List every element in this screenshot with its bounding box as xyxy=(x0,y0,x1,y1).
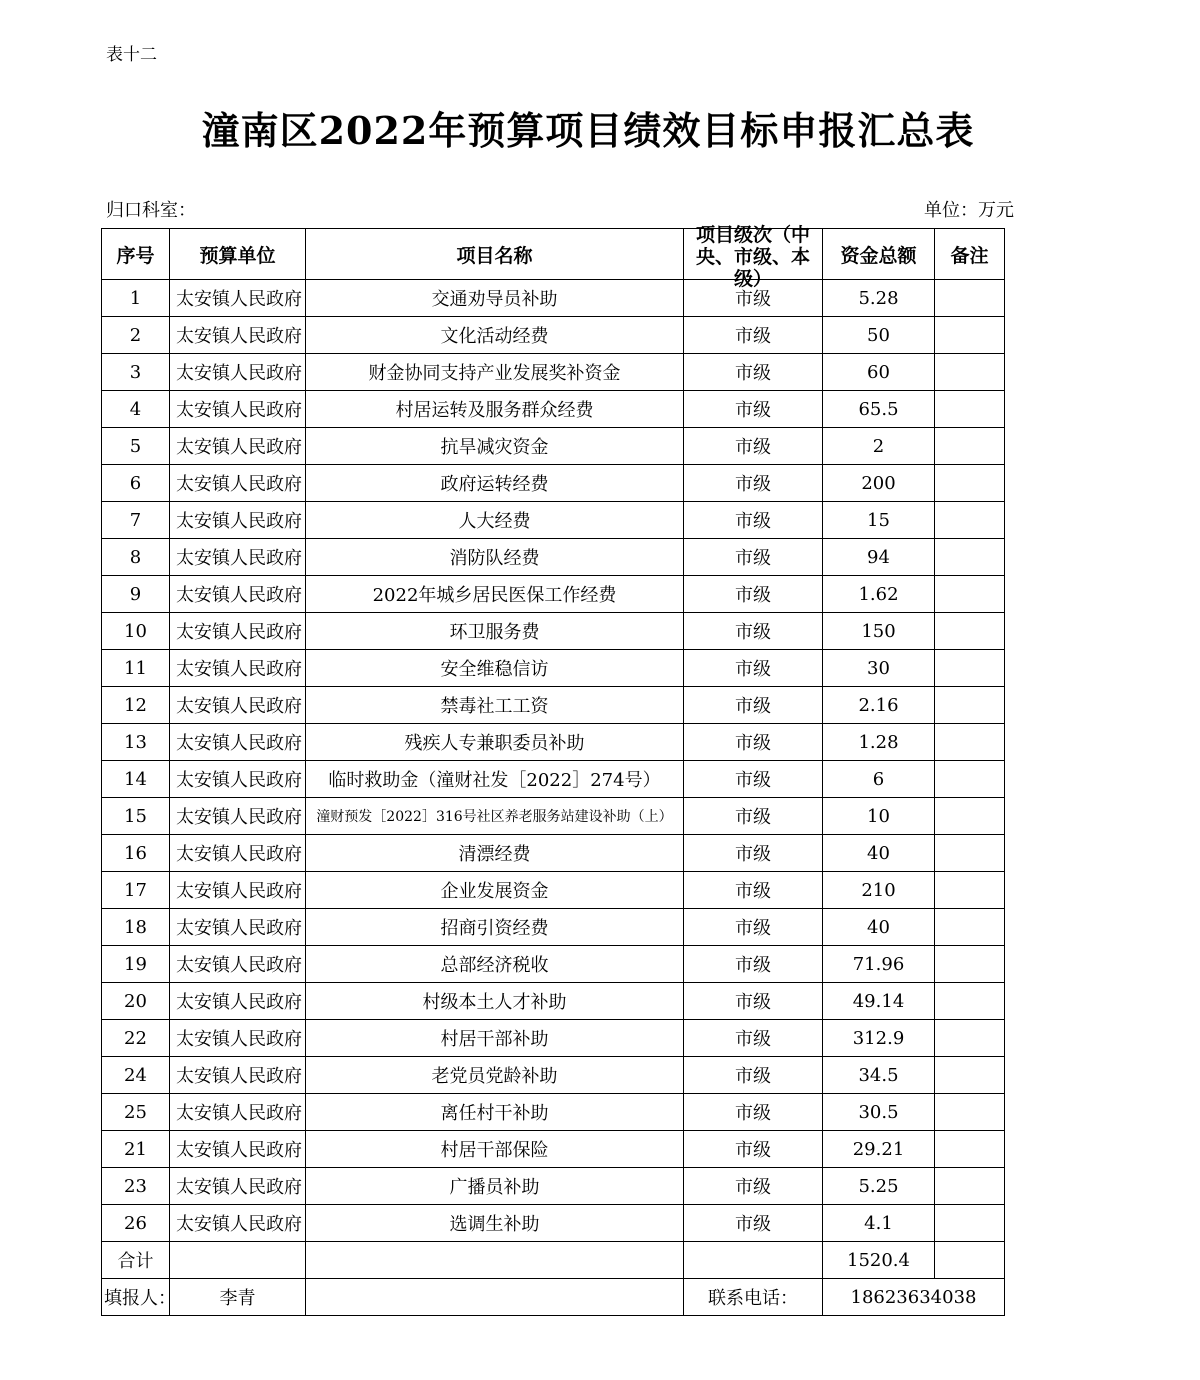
cell-project: 村居干部补助 xyxy=(306,1020,684,1057)
cell-org: 太安镇人民政府 xyxy=(170,391,306,428)
cell-org: 太安镇人民政府 xyxy=(170,1020,306,1057)
cell-project: 潼财预发［2022］316号社区养老服务站建设补助（上） xyxy=(306,798,684,835)
table-row xyxy=(102,687,1005,724)
cell-org: 太安镇人民政府 xyxy=(170,576,306,613)
department-label: 归口科室： xyxy=(106,200,196,221)
cell-org: 太安镇人民政府 xyxy=(170,354,306,391)
cell-note xyxy=(935,613,1005,650)
table-row xyxy=(102,317,1005,354)
total-label: 合计 xyxy=(102,1242,170,1279)
header-level: 项目级次（中央、市级、本级） xyxy=(684,229,823,280)
cell-level: 市级 xyxy=(684,1094,823,1131)
cell-amount: 150 xyxy=(823,613,935,650)
cell-org: 太安镇人民政府 xyxy=(170,613,306,650)
cell-project: 消防队经费 xyxy=(306,539,684,576)
cell-level: 市级 xyxy=(684,1020,823,1057)
filler-label: 填报人： xyxy=(102,1279,170,1316)
cell-note xyxy=(935,391,1005,428)
table-row xyxy=(102,576,1005,613)
cell-note xyxy=(935,354,1005,391)
table-row xyxy=(102,909,1005,946)
cell-org: 太安镇人民政府 xyxy=(170,909,306,946)
cell-amount: 1.28 xyxy=(823,724,935,761)
cell-org: 太安镇人民政府 xyxy=(170,1205,306,1242)
cell-org: 太安镇人民政府 xyxy=(170,983,306,1020)
cell-amount: 29.21 xyxy=(823,1131,935,1168)
cell-project: 选调生补助 xyxy=(306,1205,684,1242)
cell-project: 政府运转经费 xyxy=(306,465,684,502)
total-org xyxy=(170,1242,306,1279)
cell-note xyxy=(935,1205,1005,1242)
cell-org: 太安镇人民政府 xyxy=(170,872,306,909)
cell-amount: 34.5 xyxy=(823,1057,935,1094)
cell-note xyxy=(935,909,1005,946)
cell-note xyxy=(935,872,1005,909)
cell-level: 市级 xyxy=(684,1168,823,1205)
cell-seq: 18 xyxy=(102,909,170,946)
cell-seq: 20 xyxy=(102,983,170,1020)
cell-note xyxy=(935,761,1005,798)
cell-org: 太安镇人民政府 xyxy=(170,724,306,761)
cell-project: 清漂经费 xyxy=(306,835,684,872)
cell-org: 太安镇人民政府 xyxy=(170,280,306,317)
cell-project: 残疾人专兼职委员补助 xyxy=(306,724,684,761)
cell-seq: 19 xyxy=(102,946,170,983)
cell-seq: 21 xyxy=(102,1131,170,1168)
total-note xyxy=(935,1242,1005,1279)
cell-amount: 210 xyxy=(823,872,935,909)
cell-level: 市级 xyxy=(684,428,823,465)
cell-amount: 94 xyxy=(823,539,935,576)
cell-org: 太安镇人民政府 xyxy=(170,687,306,724)
cell-note xyxy=(935,576,1005,613)
cell-note xyxy=(935,280,1005,317)
cell-seq: 24 xyxy=(102,1057,170,1094)
cell-amount: 60 xyxy=(823,354,935,391)
cell-amount: 49.14 xyxy=(823,983,935,1020)
total-amount: 1520.4 xyxy=(823,1242,935,1279)
cell-note xyxy=(935,687,1005,724)
cell-project: 离任村干补助 xyxy=(306,1094,684,1131)
unit-label: 单位：万元 xyxy=(924,200,1014,221)
cell-note xyxy=(935,539,1005,576)
cell-seq: 17 xyxy=(102,872,170,909)
cell-project: 文化活动经费 xyxy=(306,317,684,354)
table-row xyxy=(102,983,1005,1020)
cell-note xyxy=(935,1168,1005,1205)
cell-project: 总部经济税收 xyxy=(306,946,684,983)
cell-amount: 5.28 xyxy=(823,280,935,317)
footer-row xyxy=(102,1279,1005,1316)
cell-amount: 2 xyxy=(823,428,935,465)
cell-amount: 65.5 xyxy=(823,391,935,428)
cell-project: 2022年城乡居民医保工作经费 xyxy=(306,576,684,613)
cell-org: 太安镇人民政府 xyxy=(170,1057,306,1094)
cell-level: 市级 xyxy=(684,576,823,613)
cell-seq: 12 xyxy=(102,687,170,724)
cell-level: 市级 xyxy=(684,687,823,724)
cell-note xyxy=(935,946,1005,983)
cell-project: 交通劝导员补助 xyxy=(306,280,684,317)
cell-note xyxy=(935,502,1005,539)
cell-level: 市级 xyxy=(684,835,823,872)
cell-org: 太安镇人民政府 xyxy=(170,835,306,872)
table-row xyxy=(102,1131,1005,1168)
table-row xyxy=(102,539,1005,576)
cell-seq: 5 xyxy=(102,428,170,465)
cell-note xyxy=(935,1057,1005,1094)
cell-org: 太安镇人民政府 xyxy=(170,465,306,502)
cell-level: 市级 xyxy=(684,280,823,317)
cell-org: 太安镇人民政府 xyxy=(170,1131,306,1168)
table-row xyxy=(102,835,1005,872)
cell-level: 市级 xyxy=(684,798,823,835)
table-row xyxy=(102,613,1005,650)
cell-seq: 1 xyxy=(102,280,170,317)
table-row xyxy=(102,354,1005,391)
cell-seq: 10 xyxy=(102,613,170,650)
cell-seq: 13 xyxy=(102,724,170,761)
cell-level: 市级 xyxy=(684,872,823,909)
phone-number: 18623634038 xyxy=(823,1279,1005,1316)
cell-seq: 15 xyxy=(102,798,170,835)
cell-project: 村居干部保险 xyxy=(306,1131,684,1168)
table-row xyxy=(102,1168,1005,1205)
cell-project: 广播员补助 xyxy=(306,1168,684,1205)
cell-note xyxy=(935,983,1005,1020)
cell-amount: 200 xyxy=(823,465,935,502)
cell-amount: 10 xyxy=(823,798,935,835)
cell-amount: 5.25 xyxy=(823,1168,935,1205)
cell-project: 人大经费 xyxy=(306,502,684,539)
table-row xyxy=(102,280,1005,317)
cell-note xyxy=(935,465,1005,502)
cell-level: 市级 xyxy=(684,1057,823,1094)
cell-level: 市级 xyxy=(684,539,823,576)
cell-level: 市级 xyxy=(684,391,823,428)
footer-blank xyxy=(306,1279,684,1316)
cell-amount: 15 xyxy=(823,502,935,539)
cell-level: 市级 xyxy=(684,613,823,650)
cell-seq: 4 xyxy=(102,391,170,428)
cell-amount: 4.1 xyxy=(823,1205,935,1242)
cell-seq: 3 xyxy=(102,354,170,391)
total-project xyxy=(306,1242,684,1279)
cell-amount: 50 xyxy=(823,317,935,354)
cell-org: 太安镇人民政府 xyxy=(170,761,306,798)
cell-project: 环卫服务费 xyxy=(306,613,684,650)
cell-amount: 40 xyxy=(823,909,935,946)
cell-org: 太安镇人民政府 xyxy=(170,428,306,465)
cell-org: 太安镇人民政府 xyxy=(170,798,306,835)
table-row xyxy=(102,761,1005,798)
phone-label: 联系电话： xyxy=(684,1279,823,1316)
cell-level: 市级 xyxy=(684,761,823,798)
cell-note xyxy=(935,650,1005,687)
cell-amount: 30 xyxy=(823,650,935,687)
header-note: 备注 xyxy=(935,229,1005,280)
page-title: 潼南区2022年预算项目绩效目标申报汇总表 xyxy=(201,108,975,153)
cell-project: 禁毒社工工资 xyxy=(306,687,684,724)
table-header-row xyxy=(102,229,1005,280)
cell-project: 村级本土人才补助 xyxy=(306,983,684,1020)
cell-seq: 6 xyxy=(102,465,170,502)
cell-project: 老党员党龄补助 xyxy=(306,1057,684,1094)
cell-note xyxy=(935,317,1005,354)
summary-table xyxy=(101,224,1005,1316)
cell-project: 抗旱减灾资金 xyxy=(306,428,684,465)
table-row xyxy=(102,946,1005,983)
table-row xyxy=(102,1094,1005,1131)
cell-org: 太安镇人民政府 xyxy=(170,502,306,539)
cell-seq: 22 xyxy=(102,1020,170,1057)
cell-level: 市级 xyxy=(684,724,823,761)
cell-seq: 26 xyxy=(102,1205,170,1242)
header-org: 预算单位 xyxy=(170,229,306,280)
cell-amount: 71.96 xyxy=(823,946,935,983)
cell-note xyxy=(935,428,1005,465)
cell-level: 市级 xyxy=(684,1205,823,1242)
cell-org: 太安镇人民政府 xyxy=(170,946,306,983)
cell-seq: 14 xyxy=(102,761,170,798)
filler-name: 李青 xyxy=(170,1279,306,1316)
cell-amount: 2.16 xyxy=(823,687,935,724)
cell-level: 市级 xyxy=(684,354,823,391)
header-seq: 序号 xyxy=(102,229,170,280)
cell-amount: 312.9 xyxy=(823,1020,935,1057)
cell-project: 临时救助金（潼财社发［2022］274号） xyxy=(306,761,684,798)
table-row xyxy=(102,428,1005,465)
cell-level: 市级 xyxy=(684,465,823,502)
total-level xyxy=(684,1242,823,1279)
cell-note xyxy=(935,835,1005,872)
table-row xyxy=(102,650,1005,687)
table-row xyxy=(102,1020,1005,1057)
cell-project: 招商引资经费 xyxy=(306,909,684,946)
header-project: 项目名称 xyxy=(306,229,684,280)
cell-project: 村居运转及服务群众经费 xyxy=(306,391,684,428)
cell-note xyxy=(935,1094,1005,1131)
cell-project: 企业发展资金 xyxy=(306,872,684,909)
cell-note xyxy=(935,1131,1005,1168)
table-row xyxy=(102,465,1005,502)
cell-seq: 8 xyxy=(102,539,170,576)
cell-org: 太安镇人民政府 xyxy=(170,1168,306,1205)
header-amount: 资金总额 xyxy=(823,229,935,280)
cell-seq: 9 xyxy=(102,576,170,613)
cell-note xyxy=(935,724,1005,761)
table-row xyxy=(102,502,1005,539)
cell-org: 太安镇人民政府 xyxy=(170,650,306,687)
cell-note xyxy=(935,798,1005,835)
cell-project: 安全维稳信访 xyxy=(306,650,684,687)
cell-seq: 23 xyxy=(102,1168,170,1205)
cell-level: 市级 xyxy=(684,1131,823,1168)
total-row xyxy=(102,1242,1005,1279)
cell-level: 市级 xyxy=(684,317,823,354)
table-row xyxy=(102,724,1005,761)
cell-level: 市级 xyxy=(684,650,823,687)
cell-seq: 25 xyxy=(102,1094,170,1131)
cell-level: 市级 xyxy=(684,909,823,946)
cell-amount: 40 xyxy=(823,835,935,872)
cell-level: 市级 xyxy=(684,946,823,983)
cell-seq: 7 xyxy=(102,502,170,539)
cell-seq: 2 xyxy=(102,317,170,354)
cell-org: 太安镇人民政府 xyxy=(170,317,306,354)
cell-amount: 30.5 xyxy=(823,1094,935,1131)
table-number: 表十二 xyxy=(106,45,157,65)
table-row xyxy=(102,798,1005,835)
table-row xyxy=(102,872,1005,909)
cell-seq: 16 xyxy=(102,835,170,872)
cell-project: 财金协同支持产业发展奖补资金 xyxy=(306,354,684,391)
cell-org: 太安镇人民政府 xyxy=(170,539,306,576)
cell-seq: 11 xyxy=(102,650,170,687)
cell-amount: 6 xyxy=(823,761,935,798)
cell-note xyxy=(935,1020,1005,1057)
table-row xyxy=(102,1057,1005,1094)
cell-org: 太安镇人民政府 xyxy=(170,1094,306,1131)
cell-level: 市级 xyxy=(684,983,823,1020)
table-row xyxy=(102,1205,1005,1242)
table-row xyxy=(102,391,1005,428)
cell-level: 市级 xyxy=(684,502,823,539)
cell-amount: 1.62 xyxy=(823,576,935,613)
